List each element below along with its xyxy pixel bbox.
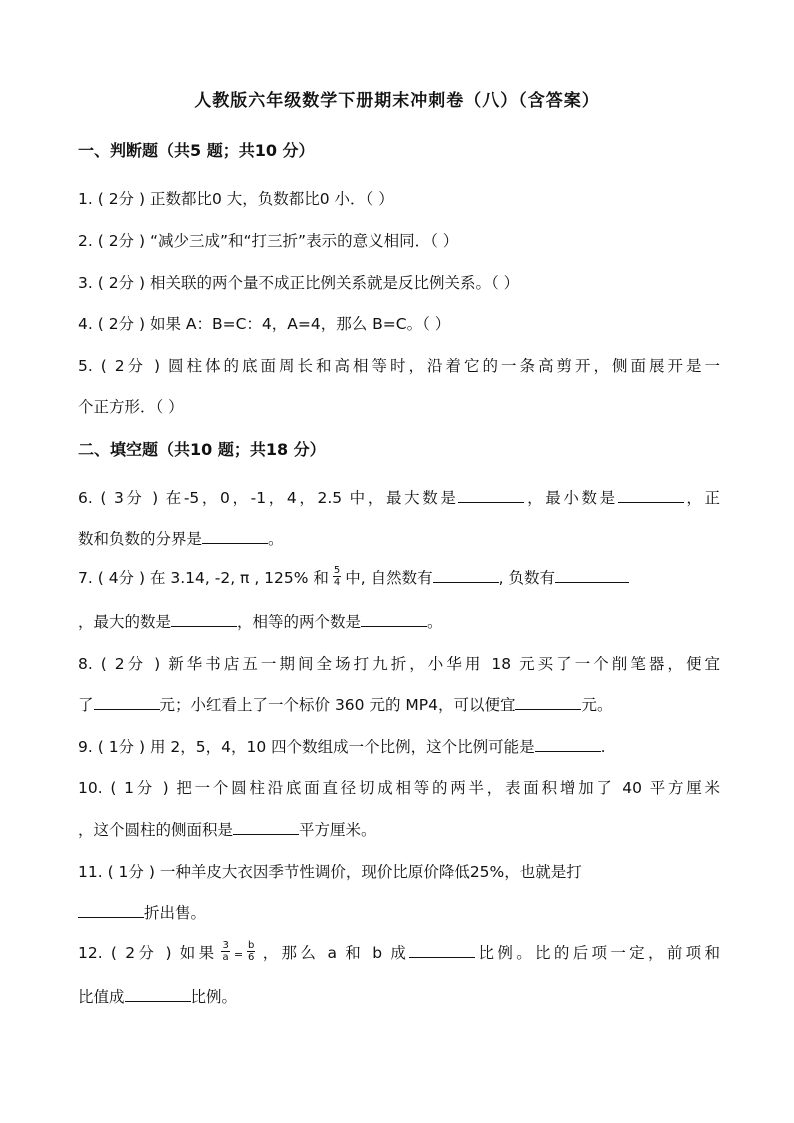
q7-text: 。 bbox=[427, 613, 443, 631]
answer-blank[interactable] bbox=[409, 943, 475, 958]
answer-blank[interactable] bbox=[125, 987, 191, 1002]
question-10-line-1: 10. ( 1分 ) 把一个圆柱沿底面直径切成相等的两半，表面积增加了 40 平方厘米 bbox=[78, 779, 720, 797]
q12-text: 比值成 bbox=[78, 988, 125, 1006]
question-12-line-1 bbox=[78, 941, 720, 965]
fraction-numerator: b bbox=[248, 940, 255, 951]
question-5-line-2: 个正方形．（ ） bbox=[78, 398, 184, 416]
question-8-line-2 bbox=[78, 693, 720, 715]
q6-text: ，正 bbox=[683, 489, 720, 507]
question-12-line-2 bbox=[78, 985, 720, 1007]
question-7-line-2 bbox=[78, 610, 720, 632]
fraction bbox=[247, 940, 255, 963]
fraction-numerator: 5 bbox=[333, 565, 341, 576]
question-11-line-1: 11. ( 1分 ) 一种羊皮大衣因季节性调价，现价比原价降低25%，也就是打 bbox=[78, 863, 582, 881]
question-6-line-1 bbox=[78, 486, 720, 508]
fraction bbox=[221, 940, 229, 963]
question-3: 3. ( 2分 ) 相关联的两个量不成正比例关系就是反比例关系。（ ） bbox=[78, 274, 520, 292]
q10-text: 平方厘米。 bbox=[299, 821, 377, 839]
question-11-line-2 bbox=[78, 901, 720, 923]
answer-blank[interactable] bbox=[78, 903, 144, 918]
q7-text: , 负数有 bbox=[498, 569, 556, 587]
q7-text: 7. ( 4分 ) 在 3.14, -2, π , 125% 和 bbox=[78, 569, 329, 587]
question-2: 2. ( 2分 ) “减少三成”和“打三折”表示的意义相同．（ ） bbox=[78, 232, 459, 250]
q11-text: 折出售。 bbox=[144, 904, 207, 922]
q10-text: ，这个圆柱的侧面积是 bbox=[78, 821, 234, 839]
q6-text: 数和负数的分界是 bbox=[78, 530, 203, 548]
fraction-numerator: 3 bbox=[222, 940, 229, 951]
answer-blank[interactable] bbox=[535, 737, 601, 752]
question-10-line-2 bbox=[78, 818, 720, 840]
answer-blank[interactable] bbox=[202, 529, 268, 544]
answer-blank[interactable] bbox=[618, 488, 684, 503]
answer-blank[interactable] bbox=[515, 695, 581, 710]
answer-blank[interactable] bbox=[233, 820, 299, 835]
q6-text: 6. ( 3分 ) 在-5，0，-1，4，2.5 中，最大数是 bbox=[78, 489, 459, 507]
q12-text: ，那么 a 和 b 成 bbox=[259, 944, 410, 962]
question-7-line-1 bbox=[78, 566, 720, 590]
answer-blank[interactable] bbox=[171, 612, 237, 627]
q7-text: ，最大的数是 bbox=[78, 613, 172, 631]
question-6-line-2 bbox=[78, 527, 720, 549]
q6-text: 。 bbox=[268, 530, 284, 548]
q9-text: . bbox=[600, 738, 606, 756]
q6-text: ，最小数是 bbox=[524, 489, 618, 507]
q12-text: 比例。 bbox=[190, 988, 238, 1006]
fraction-denominator: 4 bbox=[333, 577, 341, 588]
q8-text: 元；小红看上了一个标价 360 元的 MP4，可以便宜 bbox=[159, 696, 516, 714]
question-5-line-1: 5. ( 2分 ) 圆柱体的底面周长和高相等时，沿着它的一条高剪开，侧面展开是一 bbox=[78, 357, 720, 375]
equals-sign: = bbox=[233, 948, 244, 961]
question-4: 4. ( 2分 ) 如果 A：B=C：4，A=4，那么 B=C。（ ） bbox=[78, 315, 451, 333]
question-9 bbox=[78, 735, 720, 757]
section-heading-fill: 二、填空题（共10 题；共18 分） bbox=[78, 440, 326, 459]
q12-text: 12. ( 2分 ) 如果 bbox=[78, 944, 218, 962]
answer-blank[interactable] bbox=[433, 568, 499, 583]
section-heading-judgement: 一、判断题（共5 题；共10 分） bbox=[78, 141, 315, 160]
q9-text: 9. ( 1分 ) 用 2，5，4，10 四个数组成一个比例，这个比例可能是 bbox=[78, 738, 535, 756]
q8-text: 元。 bbox=[581, 696, 613, 714]
page-title: 人教版六年级数学下册期末冲刺卷（八）（含答案） bbox=[194, 91, 600, 111]
fraction-denominator: a bbox=[222, 952, 229, 963]
fraction-denominator: 6 bbox=[248, 952, 255, 963]
question-8-line-1: 8. ( 2分 ) 新华书店五一期间全场打九折，小华用 18 元买了一个削笔器，便宜 bbox=[78, 655, 720, 673]
answer-blank[interactable] bbox=[458, 488, 524, 503]
answer-blank[interactable] bbox=[94, 695, 160, 710]
q7-text: ，相等的两个数是 bbox=[237, 613, 362, 631]
answer-blank[interactable] bbox=[555, 568, 629, 583]
answer-blank[interactable] bbox=[361, 612, 427, 627]
q8-text: 了 bbox=[78, 696, 94, 714]
q7-text: 中, 自然数有 bbox=[345, 569, 433, 587]
question-1: 1. ( 2分 ) 正数都比0 大，负数都比0 小．（ ） bbox=[78, 190, 394, 208]
fraction bbox=[333, 565, 341, 588]
q12-text: 比例。比的后项一定，前项和 bbox=[475, 944, 720, 962]
